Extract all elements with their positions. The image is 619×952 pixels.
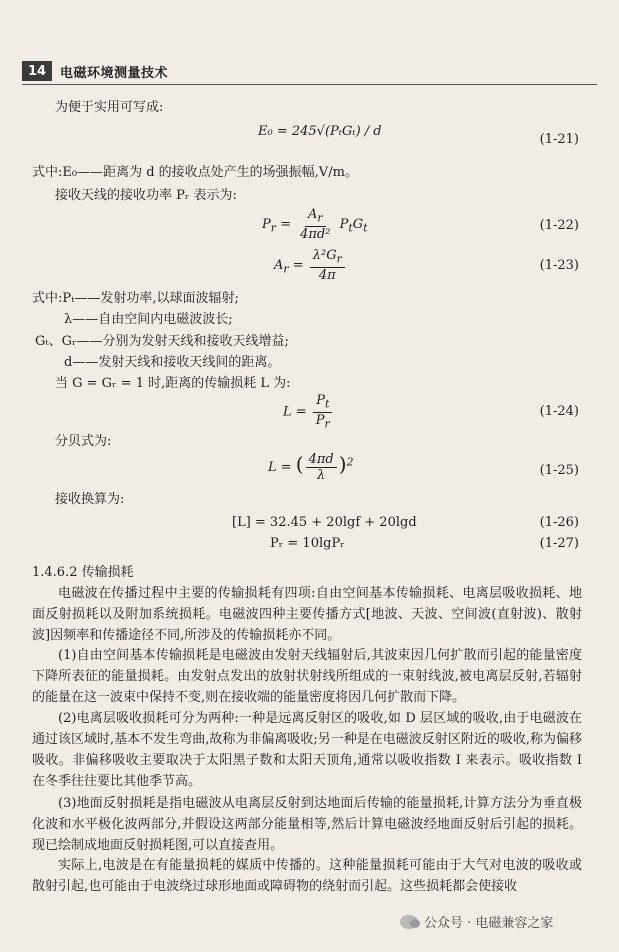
watermark-text: 公众号 · 电磁兼容之家: [424, 916, 554, 931]
section-heading: 1.4.6.2 传输损耗: [32, 565, 134, 580]
page-header: [22, 60, 168, 82]
header-rule: [22, 84, 597, 85]
text-line: 分贝式为:: [55, 434, 112, 449]
equation-number: (1-24): [539, 404, 579, 419]
paragraph: (1)自由空间基本传输损耗是电磁波由发射天线辐射后,其波束因几何扩散而引起的能量密度下降所表征的能量损耗。由发射点发出的放射状射线所组成的一束射线波,被电离层反射,若辐射的能量在这一波束中保持不变,则在接收端的能量密度将因几何扩散而下降。: [32, 648, 582, 705]
text-line: 为便于实用可写成:: [55, 100, 164, 115]
equation-number: (1-23): [539, 258, 579, 273]
equation-number: (1-27): [539, 536, 579, 551]
equation-number: (1-25): [539, 463, 579, 478]
equation-number: (1-26): [539, 515, 579, 530]
paragraph: 电磁波在传播过程中主要的传输损耗有四项:自由空间基本传输损耗、电离层吸收损耗、地面反射损耗以及附加系统损耗。电磁波四种主要传播方式[地波、天波、空间波(直射波)、散射波]因频率和传播途径不同,所涉及的传输损耗亦不同。: [32, 586, 582, 643]
watermark: [400, 912, 553, 931]
text-line: Gₜ、Gᵣ——分别为发射天线和接收天线增益;: [35, 334, 289, 349]
text-line: d——发射天线和接收天线间的距离。: [64, 355, 281, 370]
text-line: 式中:E₀——距离为 d 的接收点处产生的场强振幅,V/m。: [32, 165, 358, 180]
equation-1-22: $P_r$ = $\frac{A_r}{\text{4πd²}}$ $P_tG_t$: [262, 207, 368, 242]
equation-1-27: Pᵣ = 10lgPᵣ: [270, 536, 345, 551]
page-number: 14: [22, 61, 52, 81]
equation-1-24: L = $\frac{P_t}{P_r}$: [283, 393, 335, 431]
equation-1-25: L = ( $\frac{4\pi d}{\lambda}$ )$^2$: [268, 452, 354, 483]
equation-1-23: $A_r$ = $\frac{\lambda^2G_r}{4\pi}$: [274, 248, 347, 283]
text-line: 式中:Pₜ——发射功率,以球面波辐射;: [32, 291, 239, 306]
text-line: λ——自由空间内电磁波波长;: [64, 312, 233, 327]
text-line: 当 G = Gᵣ = 1 时,距离的传输损耗 L 为:: [55, 376, 291, 391]
paragraph: (3)地面反射损耗是指电磁波从电离层反射到达地面后传输的能量损耗,计算方法分为垂直极化波和水平极化波两部分,并假设这两部分能量相等,然后计算电磁波经地面反射后引起的损耗。现已绘制成地面反射损耗图,可以直接查用。: [32, 796, 582, 853]
text-line: 接收换算为:: [55, 492, 125, 507]
equation-1-26: [L] = 32.45 + 20lgf + 20lgd: [232, 515, 417, 530]
text-line: 接收天线的接收功率 Pᵣ 表示为:: [55, 188, 237, 203]
paragraph: 实际上,电波是在有能量损耗的媒质中传播的。这种能量损耗可能由于大气对电波的吸收或散射引起,也可能由于电波绕过球形地面或障碍物的绕射而引起。这些损耗都会使接收: [32, 858, 582, 894]
wechat-icon: [400, 915, 418, 929]
paragraph: (2)电离层吸收损耗可分为两种:一种是远离反射区的吸收,如 D 层区域的吸收,由于电磁波在通过该区域时,基本不发生弯曲,故称为非偏离吸收;另一种是在电磁波反射区附近的吸收,称为偏移吸收。非偏移吸收主要取决于太阳黑子数和太阳天顶角,通常以吸收指数 I 来表示。吸收指数 I 在冬季往往要比其他季节高。: [32, 711, 582, 789]
equation-1-21: E₀ = 245√(PₜGₜ) / d: [258, 124, 382, 139]
equation-number: (1-21): [539, 132, 579, 147]
equation-number: (1-22): [539, 218, 579, 233]
book-title: 电磁环境测量技术: [60, 65, 169, 81]
